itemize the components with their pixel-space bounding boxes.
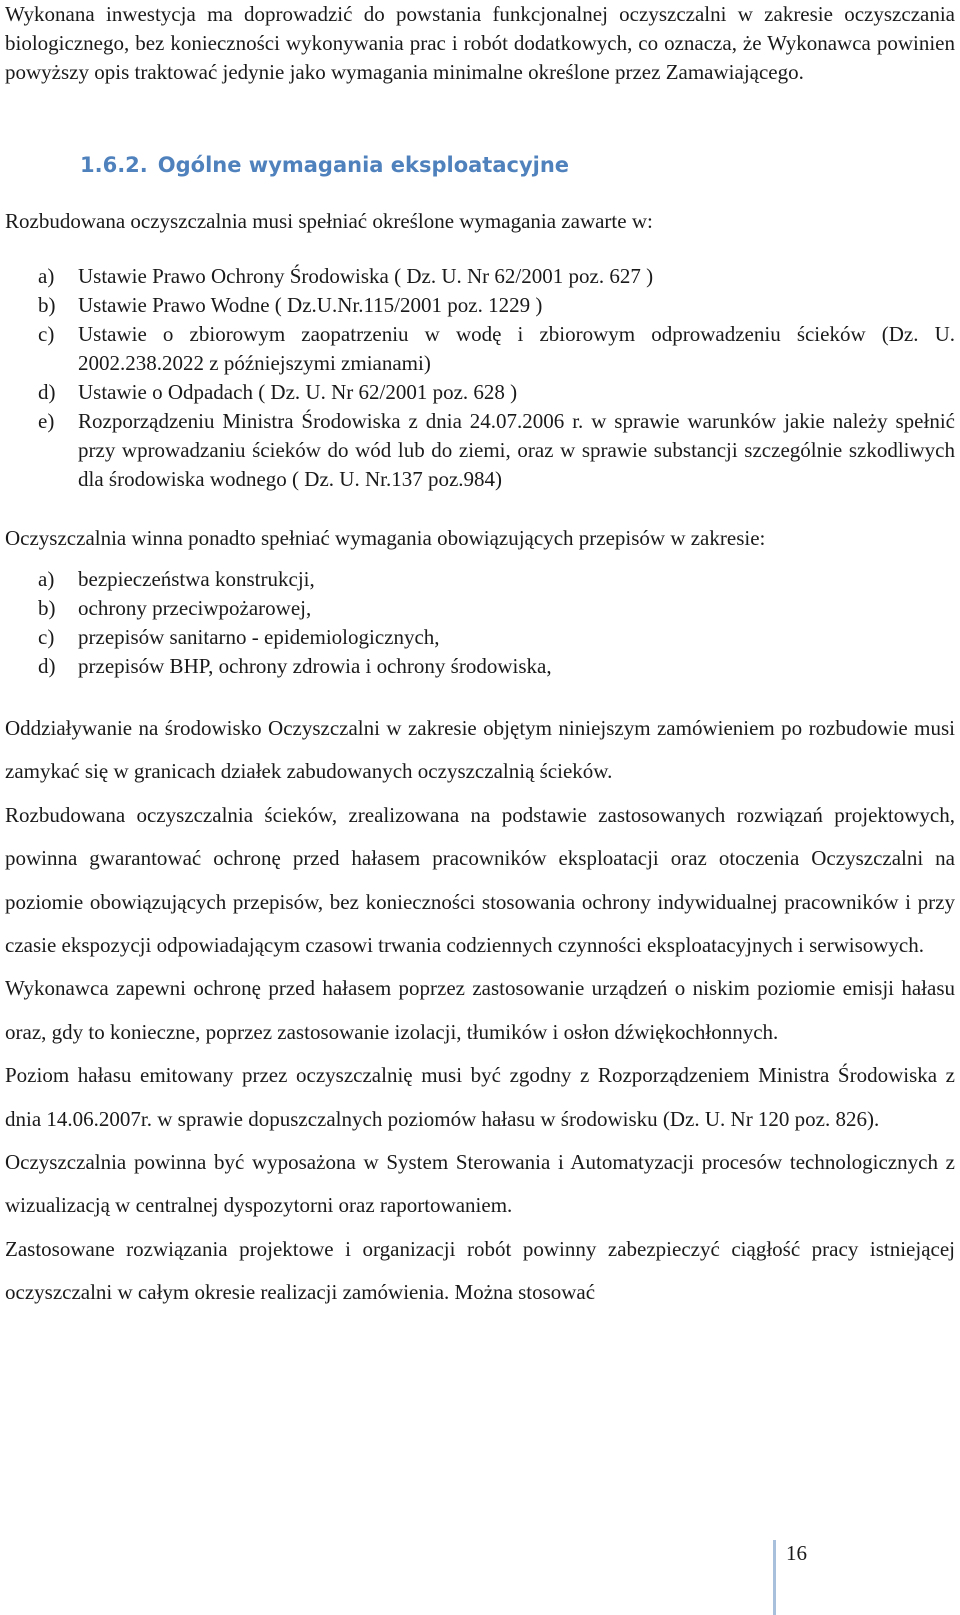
list-item	[5, 262, 955, 291]
list-marker: c)	[38, 322, 55, 346]
list-marker: b)	[38, 596, 56, 620]
list-item	[5, 407, 955, 494]
list-marker: c)	[38, 625, 55, 649]
list-marker: a)	[38, 567, 55, 591]
list-marker: d)	[38, 380, 56, 404]
page-number: 16	[786, 1541, 807, 1565]
section-number: 1.6.2.	[80, 153, 148, 177]
list-item	[5, 291, 955, 320]
list-item-text: Ustawie o Odpadach ( Dz. U. Nr 62/2001 poz. 628 )	[78, 380, 518, 404]
page-number-bar	[773, 1540, 776, 1615]
list-marker: d)	[38, 654, 56, 678]
intro-paragraph: Wykonana inwestycja ma doprowadzić do powstania funkcjonalnej oczyszczalni w zakresie oczyszczania biologicznego, bez konieczności wykonywania prac i robót dodatkowych, co oznacza, że Wykonawca powinien powyższy opis traktować jedynie jako wymagania minimalne określone przez Zamawiającego.	[5, 2, 955, 84]
regulations-lead: Oczyszczalnia winna ponadto spełniać wymagania obowiązujących przepisów w zakresie:	[5, 526, 766, 550]
list-item-text: ochrony przeciwpożarowej,	[78, 596, 312, 620]
body-paragraphs	[5, 707, 955, 1315]
list-item	[5, 378, 955, 407]
list-item-text: Ustawie o zbiorowym zaopatrzeniu w wodę i zbiorowym odprowadzeniu ścieków (Dz. U. 2002.238.2022 z późniejszymi zmianami)	[78, 322, 955, 375]
regulations-list	[5, 565, 955, 681]
paragraph-environment-impact: Oddziaływanie na środowisko Oczyszczalni w zakresie objętym niniejszym zamówieniem po rozbudowie musi zamykać się w granicach działek zabudowanych oczyszczalnią ścieków.	[5, 716, 955, 784]
paragraph-continuity: Zastosowane rozwiązania projektowe i organizacji robót powinny zabezpieczyć ciągłość pracy istniejącej oczyszczalni w całym okresie realizacji zamówienia. Można stosować	[5, 1236, 955, 1305]
list-item	[5, 594, 955, 623]
list-marker: a)	[38, 264, 55, 288]
paragraph-automation-system: Oczyszczalnia powinna być wyposażona w System Sterowania i Automatyzacji procesów technologicznych z wizualizacją w centralnej dyspozytorni oraz raportowaniem.	[5, 1150, 955, 1218]
legal-acts-list	[5, 262, 955, 494]
paragraph-noise-level: Poziom hałasu emitowany przez oczyszczalnię musi być zgodny z Rozporządzeniem Ministra Środowiska z dnia 14.06.2007r. w sprawie dopuszczalnych poziomów hałasu w środowisku (Dz. U. Nr 120 poz. 826).	[5, 1063, 955, 1131]
list-item-text: bezpieczeństwa konstrukcji,	[78, 567, 315, 591]
section-heading	[80, 150, 569, 180]
list-item-text: przepisów BHP, ochrony zdrowia i ochrony środowiska,	[78, 654, 552, 678]
list-marker: b)	[38, 293, 56, 317]
list-item-text: przepisów sanitarno - epidemiologicznych,	[78, 625, 440, 649]
paragraph-contractor-noise: Wykonawca zapewni ochronę przed hałasem poprzez zastosowanie urządzeń o niskim poziomie emisji hałasu oraz, gdy to konieczne, poprzez zastosowanie izolacji, tłumików i osłon dźwiękochłonnych.	[5, 976, 955, 1044]
list-item	[5, 652, 955, 681]
list-item	[5, 565, 955, 594]
list-item-text: Ustawie Prawo Ochrony Środowiska ( Dz. U. Nr 62/2001 poz. 627 )	[78, 264, 654, 288]
list-item	[5, 320, 955, 378]
section-title: Ogólne wymagania eksploatacyjne	[157, 153, 570, 177]
requirements-lead: Rozbudowana oczyszczalnia musi spełniać określone wymagania zawarte w:	[5, 209, 653, 233]
list-item-text: Rozporządzeniu Ministra Środowiska z dnia 24.07.2006 r. w sprawie warunków jakie należy spełnić przy wprowadzaniu ścieków do wód lub do ziemi, oraz w sprawie substancji szczególnie szkodliwych dla środowiska wodnego ( Dz. U. Nr.137 poz.984)	[78, 409, 955, 491]
list-item-text: Ustawie Prawo Wodne ( Dz.U.Nr.115/2001 poz. 1229 )	[78, 293, 543, 317]
paragraph-noise-protection: Rozbudowana oczyszczalnia ścieków, zrealizowana na podstawie zastosowanych rozwiązań projektowych, powinna gwarantować ochronę przed hałasem pracowników eksploatacji oraz otoczenia Oczyszczalni na poziomie obowiązujących przepisów, bez konieczności stosowania ochrony indywidualnej pracowników i przy czasie ekspozycji odpowiadającym czasowi trwania codziennych czynności eksploatacyjnych i serwisowych.	[5, 802, 955, 958]
list-marker: e)	[38, 409, 55, 433]
list-item	[5, 623, 955, 652]
